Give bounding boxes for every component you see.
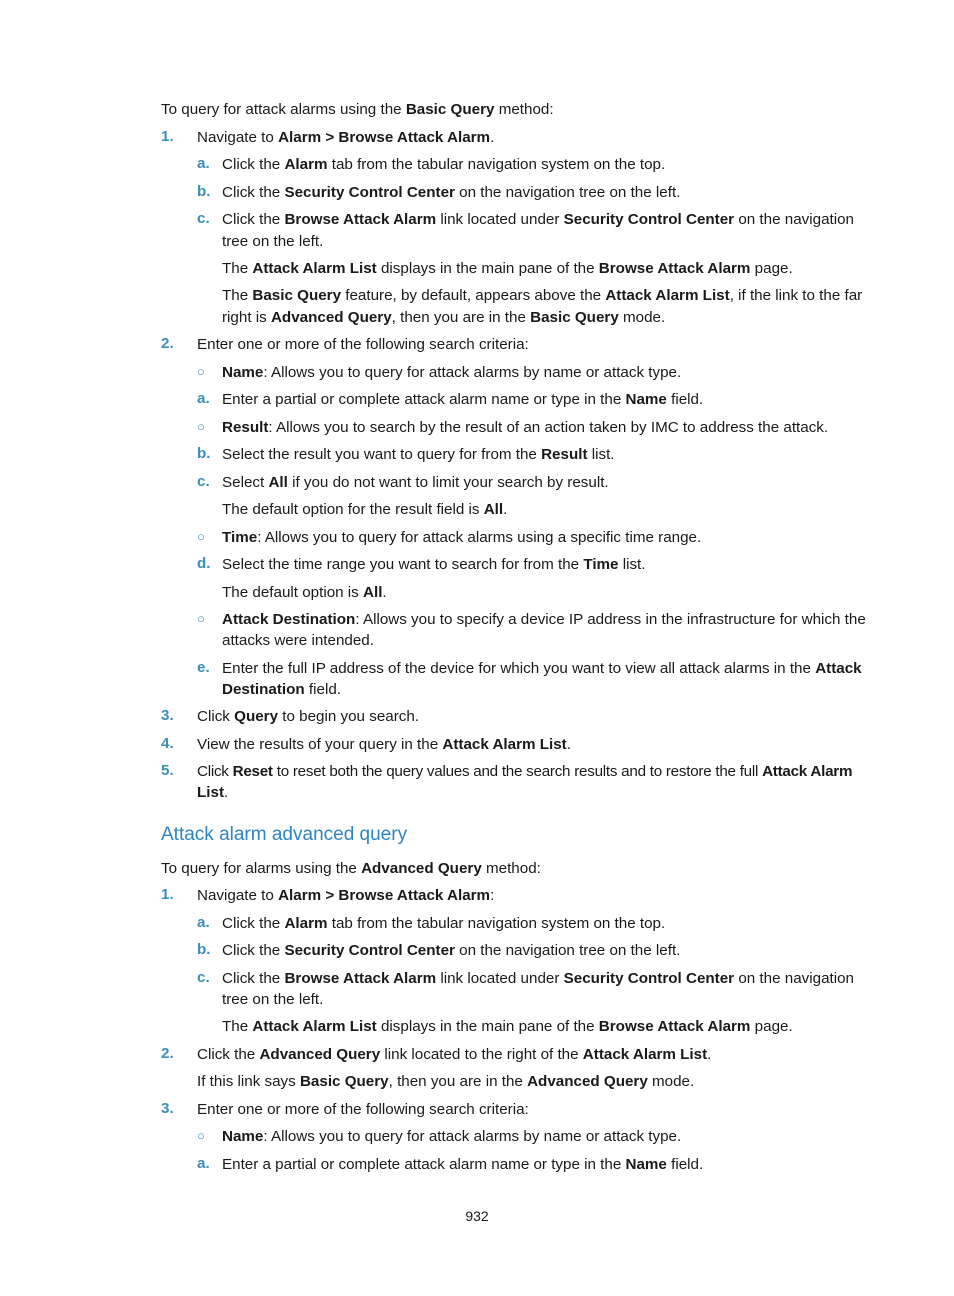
criteria-time-default bbox=[222, 583, 387, 603]
circle-bullet-icon: ○ bbox=[197, 419, 205, 434]
bold-term: Security Control Center bbox=[563, 211, 735, 228]
text: View the results of your query in the bbox=[197, 736, 443, 753]
bold-term: Attack Alarm List bbox=[252, 260, 377, 277]
bold-term: All bbox=[363, 584, 383, 601]
criteria-name-instruction bbox=[222, 390, 703, 410]
step-1-text bbox=[197, 128, 494, 148]
text: on the navigation bbox=[734, 211, 854, 228]
bold-term: Advanced Query bbox=[361, 860, 482, 877]
text: link located under bbox=[436, 211, 564, 228]
text: link located to the right of the bbox=[380, 1046, 583, 1063]
bold-term: Browse Attack Alarm bbox=[284, 211, 437, 228]
text: : Allows you to query for attack alarms by name or attack type. bbox=[263, 364, 682, 381]
text: If this link says bbox=[197, 1073, 300, 1090]
text: . bbox=[224, 784, 229, 801]
text: Select bbox=[222, 474, 269, 491]
text: Click the bbox=[222, 184, 285, 201]
text: mode. bbox=[647, 1073, 695, 1090]
bold-term: Security Control Center bbox=[284, 184, 455, 201]
bold-term: Alarm bbox=[284, 156, 328, 173]
text: method: bbox=[481, 860, 541, 877]
substep-letter: c. bbox=[197, 473, 210, 490]
text: method: bbox=[494, 101, 554, 118]
text: : bbox=[490, 887, 495, 904]
text: on the navigation tree on the left. bbox=[454, 184, 681, 201]
bold-term: Name bbox=[625, 1156, 667, 1173]
text: Click bbox=[197, 763, 233, 780]
text: field. bbox=[304, 681, 342, 698]
text: . bbox=[566, 736, 571, 753]
step-number: 3. bbox=[161, 1100, 174, 1117]
adv-step-3-text: Enter one or more of the following search criteria: bbox=[197, 1101, 529, 1118]
bold-term: Advanced Query bbox=[270, 309, 392, 326]
bold-term: Basic Query bbox=[405, 101, 495, 118]
substep-1c-line1 bbox=[222, 210, 854, 230]
circle-bullet-icon: ○ bbox=[197, 364, 205, 379]
text: feature, by default, appears above the bbox=[341, 287, 606, 304]
bold-term: Result bbox=[541, 446, 588, 463]
text: Enter the full IP address of the device for which you want to view all attack alarms in the bbox=[222, 660, 816, 677]
criteria-result-select bbox=[222, 445, 615, 465]
bold-term: Reset bbox=[232, 763, 273, 780]
step-number: 1. bbox=[161, 128, 174, 145]
criteria-destination-line2: attacks were intended. bbox=[222, 632, 374, 649]
text: The bbox=[222, 260, 253, 277]
text: list. bbox=[587, 446, 615, 463]
bold-term: Attack Alarm List bbox=[442, 736, 567, 753]
criteria-destination-enter-line2 bbox=[222, 680, 341, 700]
substep-letter: d. bbox=[197, 555, 211, 572]
substep-1c-line2: tree on the left. bbox=[222, 233, 324, 250]
text: : Allows you to query for attack alarms using a specific time range. bbox=[257, 529, 702, 546]
bold-term: Advanced Query bbox=[259, 1046, 381, 1063]
step-number: 3. bbox=[161, 707, 174, 724]
substep-letter: a. bbox=[197, 390, 210, 407]
text: To query for attack alarms using the bbox=[161, 101, 406, 118]
text: , then you are in the bbox=[391, 309, 531, 326]
bold-term: Attack Alarm List bbox=[605, 287, 730, 304]
criteria-destination-enter-line1 bbox=[222, 659, 862, 679]
substep-1a-text bbox=[222, 155, 665, 175]
text: link located under bbox=[436, 970, 564, 987]
text: Select the result you want to query for from the bbox=[222, 446, 542, 463]
step-4-text bbox=[197, 735, 571, 755]
bold-term: List bbox=[197, 784, 225, 801]
text: The bbox=[222, 287, 253, 304]
bold-term: Name bbox=[222, 364, 264, 381]
text: Click the bbox=[222, 211, 285, 228]
bold-term: Advanced Query bbox=[527, 1073, 648, 1090]
adv-substep-1c-line1 bbox=[222, 969, 854, 989]
bold-term: Time bbox=[222, 529, 258, 546]
text: To query for alarms using the bbox=[161, 860, 362, 877]
bold-term: Name bbox=[222, 1128, 264, 1145]
bold-term: Browse Attack Alarm bbox=[598, 1018, 751, 1035]
bold-term: Browse Attack Alarm bbox=[284, 970, 437, 987]
bold-term: Basic Query bbox=[299, 1073, 389, 1090]
text: Select the time range you want to search for from the bbox=[222, 556, 584, 573]
criteria-result bbox=[222, 418, 828, 438]
adv-step-2-note bbox=[197, 1072, 694, 1092]
adv-substep-1b-text bbox=[222, 941, 680, 961]
text: The default option is bbox=[222, 584, 363, 601]
section-heading: Attack alarm advanced query bbox=[161, 824, 408, 845]
text: on the navigation bbox=[734, 970, 854, 987]
bold-term: Basic Query bbox=[252, 287, 342, 304]
adv-step-2-text bbox=[197, 1045, 711, 1065]
text: , then you are in the bbox=[388, 1073, 528, 1090]
note-basic-query-line2 bbox=[222, 308, 665, 328]
text: : Allows you to query for attack alarms by name or attack type. bbox=[263, 1128, 682, 1145]
criteria-name bbox=[222, 363, 681, 383]
substep-letter: a. bbox=[197, 1155, 210, 1172]
circle-bullet-icon: ○ bbox=[197, 611, 205, 626]
step-number: 4. bbox=[161, 735, 174, 752]
text: right is bbox=[222, 309, 271, 326]
bold-term: Alarm > Browse Attack Alarm bbox=[278, 887, 491, 904]
text: Click the bbox=[222, 970, 285, 987]
substep-letter: b. bbox=[197, 941, 211, 958]
text: page. bbox=[750, 260, 793, 277]
criteria-time bbox=[222, 528, 701, 548]
text: field. bbox=[666, 1156, 704, 1173]
substep-letter: b. bbox=[197, 445, 211, 462]
text: The bbox=[222, 1018, 253, 1035]
criteria-destination-line1 bbox=[222, 610, 866, 630]
text: tab from the tabular navigation system on the top. bbox=[327, 156, 666, 173]
text: Navigate to bbox=[197, 129, 279, 146]
substep-letter: c. bbox=[197, 210, 210, 227]
text: Click bbox=[197, 708, 235, 725]
adv-criteria-name bbox=[222, 1127, 681, 1147]
adv-criteria-name-instruction bbox=[222, 1155, 703, 1175]
bold-term: Alarm > Browse Attack Alarm bbox=[278, 129, 491, 146]
step-number: 5. bbox=[161, 762, 174, 779]
bold-term: Time bbox=[583, 556, 619, 573]
bold-term: Attack Alarm List bbox=[582, 1046, 708, 1063]
text: tab from the tabular navigation system on the top. bbox=[327, 915, 666, 932]
text: Click the bbox=[222, 915, 285, 932]
bold-term: Attack bbox=[815, 660, 862, 677]
text: mode. bbox=[618, 309, 666, 326]
bold-term: All bbox=[268, 474, 288, 491]
bold-term: Result bbox=[222, 419, 269, 436]
text: The default option for the result field is bbox=[222, 501, 484, 518]
step-5-line1 bbox=[197, 762, 852, 782]
bold-term: Browse Attack Alarm bbox=[598, 260, 751, 277]
page-number: 932 bbox=[465, 1208, 489, 1224]
text: if you do not want to limit your search by result. bbox=[287, 474, 609, 491]
text: to reset both the query values and the search results and to restore the full bbox=[272, 763, 763, 780]
substep-letter: a. bbox=[197, 914, 210, 931]
bold-term: Basic Query bbox=[530, 309, 619, 326]
step-number: 1. bbox=[161, 886, 174, 903]
bold-term: Attack Alarm bbox=[762, 763, 853, 780]
text: page. bbox=[750, 1018, 793, 1035]
text: Navigate to bbox=[197, 887, 279, 904]
bold-term: Name bbox=[625, 391, 667, 408]
adv-note-attack-alarm-list bbox=[222, 1017, 793, 1037]
substep-letter: a. bbox=[197, 155, 210, 172]
bold-term: Query bbox=[234, 708, 279, 725]
text: on the navigation tree on the left. bbox=[454, 942, 681, 959]
step-5-line2 bbox=[197, 783, 228, 803]
adv-step-1-text bbox=[197, 886, 494, 906]
text: Enter a partial or complete attack alarm name or type in the bbox=[222, 1156, 626, 1173]
criteria-result-default bbox=[222, 500, 507, 520]
note-attack-alarm-list bbox=[222, 259, 793, 279]
bold-term: Alarm bbox=[284, 915, 328, 932]
note-basic-query-line1 bbox=[222, 286, 862, 306]
text: list. bbox=[618, 556, 646, 573]
substep-letter: b. bbox=[197, 183, 211, 200]
text: , if the link to the far bbox=[729, 287, 863, 304]
step-number: 2. bbox=[161, 1045, 174, 1062]
intro-advanced-query bbox=[161, 859, 541, 879]
bold-term: Attack Destination bbox=[222, 611, 356, 628]
text: Click the bbox=[222, 942, 285, 959]
text: . bbox=[707, 1046, 712, 1063]
text: : Allows you to specify a device IP address in the infrastructure for which the bbox=[355, 611, 866, 628]
adv-substep-1c-line2: tree on the left. bbox=[222, 991, 324, 1008]
text: : Allows you to search by the result of an action taken by IMC to address the attack. bbox=[268, 419, 829, 436]
text: . bbox=[490, 129, 495, 146]
intro-basic-query bbox=[161, 100, 554, 120]
criteria-time-select bbox=[222, 555, 646, 575]
step-2-text: Enter one or more of the following search criteria: bbox=[197, 336, 529, 353]
bold-term: Security Control Center bbox=[284, 942, 455, 959]
substep-letter: e. bbox=[197, 659, 210, 676]
bold-term: Destination bbox=[222, 681, 305, 698]
adv-substep-1a-text bbox=[222, 914, 665, 934]
substep-letter: c. bbox=[197, 969, 210, 986]
text: displays in the main pane of the bbox=[376, 260, 599, 277]
text: to begin you search. bbox=[278, 708, 420, 725]
circle-bullet-icon: ○ bbox=[197, 1128, 205, 1143]
text: . bbox=[382, 584, 387, 601]
text: Enter a partial or complete attack alarm name or type in the bbox=[222, 391, 626, 408]
text: . bbox=[503, 501, 508, 518]
step-3-text bbox=[197, 707, 419, 727]
step-number: 2. bbox=[161, 335, 174, 352]
text: field. bbox=[666, 391, 704, 408]
criteria-result-all bbox=[222, 473, 609, 493]
bold-term: Security Control Center bbox=[563, 970, 735, 987]
substep-1b-text bbox=[222, 183, 680, 203]
text: Click the bbox=[197, 1046, 260, 1063]
text: Click the bbox=[222, 156, 285, 173]
bold-term: Attack Alarm List bbox=[252, 1018, 377, 1035]
circle-bullet-icon: ○ bbox=[197, 529, 205, 544]
text: displays in the main pane of the bbox=[376, 1018, 599, 1035]
bold-term: All bbox=[483, 501, 504, 518]
